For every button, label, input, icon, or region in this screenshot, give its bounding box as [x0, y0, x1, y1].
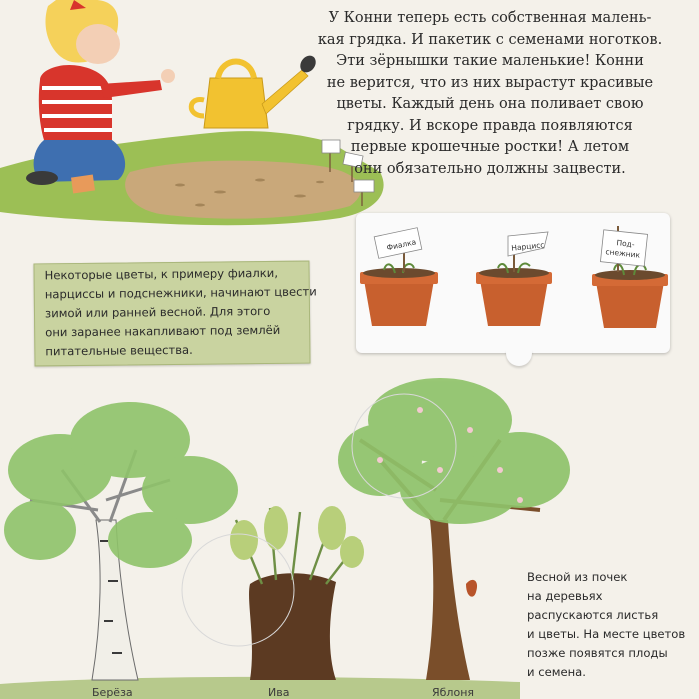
note-line: зимой или ранней весной. Для этого	[44, 303, 271, 321]
intro-line: У Конни теперь есть собственная малень-	[328, 10, 652, 26]
pot-narcissus	[476, 232, 552, 326]
caption-line: и цветы. На месте цветов	[527, 627, 686, 641]
pot-snowdrop	[592, 226, 668, 328]
birch-tree	[4, 402, 238, 680]
flower-pots	[360, 226, 668, 328]
note-line: питательные вещества.	[45, 342, 193, 359]
tree-label-birch: Берёза	[92, 686, 133, 699]
intro-text	[290, 8, 690, 180]
intro-line: первые крошечные ростки! А летом	[350, 139, 630, 155]
intro-line: кая грядка. И пакетик с семенами ноготков.	[317, 31, 663, 48]
note-line: Некоторые цветы, к примеру фиалки,	[44, 265, 279, 283]
note-line: они заранее накапливают под землёй	[45, 322, 281, 340]
pot-sign-label: Под-	[616, 238, 636, 250]
caption-line: распускаются листья	[527, 608, 659, 622]
pot-sign-label: снежник	[605, 247, 641, 260]
intro-line: грядку. И вскоре правда появляются	[347, 117, 633, 134]
caption-line: и семена.	[527, 665, 586, 679]
willow-tree	[230, 506, 364, 680]
intro-line: не верится, что из них вырастут красивые	[326, 74, 654, 91]
pot-sign-label: Фиалка	[385, 237, 417, 253]
caption-line: Весной из почек	[527, 570, 628, 584]
pot-violet	[360, 228, 438, 326]
tree-label-willow: Ива	[268, 686, 290, 699]
intro-line: они обязательно должны зацвести.	[354, 160, 626, 177]
caption-line: на деревьях	[527, 589, 603, 603]
tree-label-apple: Яблоня	[432, 686, 474, 699]
intro-line: Эти зёрнышки такие маленькие! Конни	[336, 53, 644, 69]
note-line: нарциссы и подснежники, начинают цвести	[44, 284, 317, 302]
intro-line: цветы. Каждый день она поливает свою	[336, 96, 644, 112]
trees-caption	[527, 568, 697, 682]
squirrel-illustration	[466, 580, 477, 597]
trees-illustration	[0, 378, 570, 699]
caption-line: позже появятся плоды	[527, 646, 668, 660]
pot-sign-label: Нарцисс	[510, 240, 545, 253]
spring-flowers-note	[33, 261, 317, 367]
